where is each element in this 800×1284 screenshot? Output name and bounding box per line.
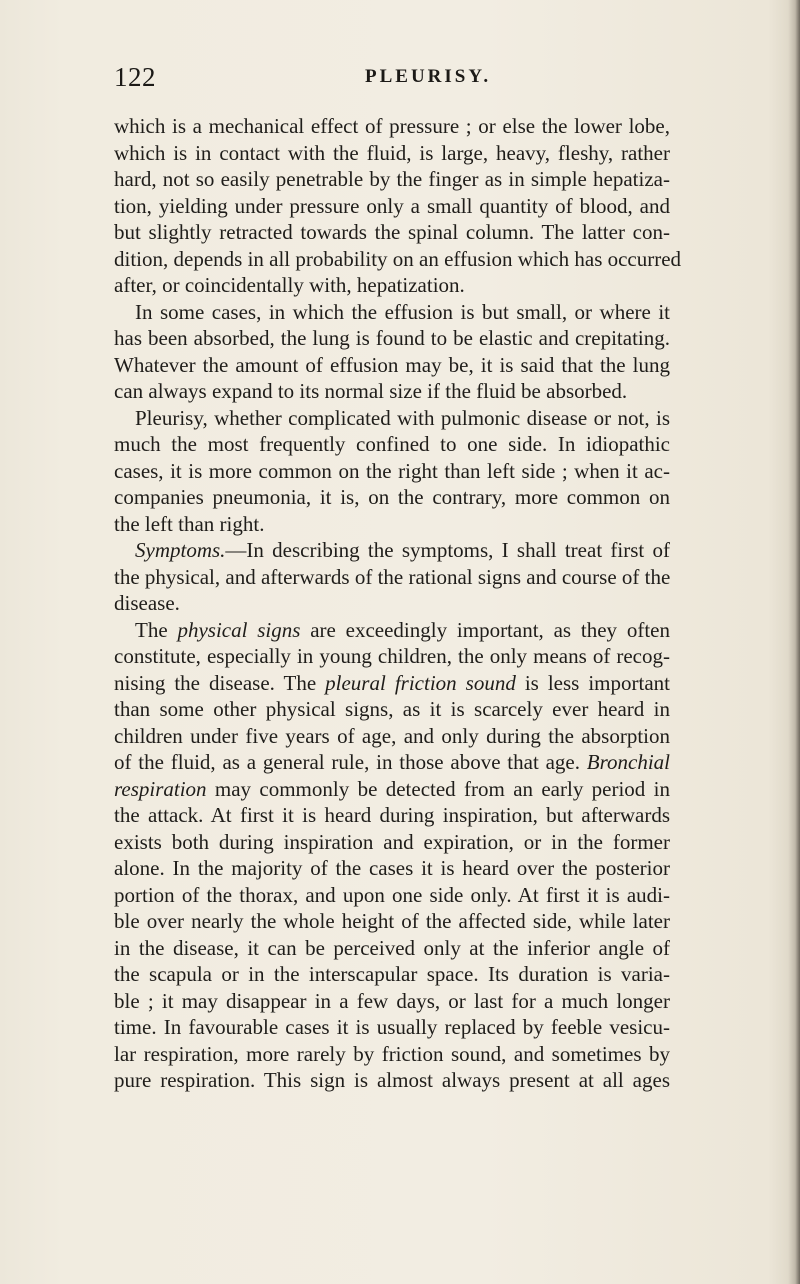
text-segment: ble ; it may disappear in a few days, or last for a much longer <box>114 988 670 1013</box>
text-line <box>114 1067 670 1094</box>
text-segment: the attack. At first it is heard during inspiration, but afterwards <box>114 803 670 827</box>
text-segment: which is a mechanical effect of pressure ; or else the lower lobe, <box>114 114 670 138</box>
text-line <box>114 405 670 432</box>
text-line <box>114 193 670 220</box>
text-segment: the scapula or in the interscapular space. Its duration is varia- <box>114 962 670 986</box>
running-head: PLEURISY. <box>365 66 492 87</box>
text-line <box>114 246 682 273</box>
text-line <box>114 723 670 750</box>
text-line <box>114 458 670 485</box>
text-segment: time. In favourable cases it is usually replaced by feeble vesicu- <box>114 1015 670 1039</box>
text-line <box>114 511 670 538</box>
text-segment: lar respiration, more rarely by friction sound, and sometimes by <box>114 1041 670 1066</box>
text-line <box>114 272 670 299</box>
text-segment: portion of the thorax, and upon one side only. At first it is audi- <box>114 882 670 907</box>
text-segment: Pleurisy, whether complicated with pulmonic disease or not, is <box>135 405 670 430</box>
text-line <box>114 113 670 140</box>
page-header <box>114 62 674 98</box>
text-segment: has been absorbed, the lung is found to be elastic and crepitating. <box>114 326 670 350</box>
text-line <box>114 564 670 591</box>
italic-text: pleural friction sound <box>325 670 516 695</box>
text-segment: than some other physical signs, as it is scarcely ever heard in <box>114 697 670 721</box>
text-line <box>114 352 670 379</box>
italic-text: Bronchial <box>586 750 670 774</box>
page-number: 122 <box>114 62 156 92</box>
text-line <box>114 749 670 776</box>
text-line <box>114 166 670 193</box>
text-segment: The <box>135 617 178 642</box>
text-segment: dition, depends in all probability on an effusion which has occurred <box>114 246 682 271</box>
text-line <box>114 882 670 909</box>
text-segment: hard, not so easily penetrable by the finger as in simple hepatiza- <box>114 167 670 191</box>
text-segment: Whatever the amount of effusion may be, it is said that the lung <box>114 352 670 377</box>
italic-text: Symptoms. <box>135 538 226 562</box>
text-segment: cases, it is more common on the right than left side ; when it ac- <box>114 458 670 483</box>
body-text <box>114 113 682 1094</box>
text-segment: —In describing the symptoms, I shall treat first of <box>225 538 670 562</box>
text-line <box>114 855 670 882</box>
text-segment: in the disease, it can be perceived only at the inferior angle of <box>114 935 670 960</box>
text-line <box>114 431 670 458</box>
text-line <box>114 537 670 564</box>
text-segment: companies pneumonia, it is, on the contrary, more common on <box>114 485 670 509</box>
text-segment: is less important <box>515 670 670 695</box>
text-segment: much the most frequently confined to one side. In idiopathic <box>114 432 670 456</box>
text-line <box>114 961 670 988</box>
text-segment: the left than right. <box>114 511 265 536</box>
text-segment: after, or coincidentally with, hepatization. <box>114 273 465 297</box>
text-line <box>114 140 670 167</box>
text-line <box>114 829 670 856</box>
text-segment: tion, yielding under pressure only a small quantity of blood, and <box>114 193 670 218</box>
text-line <box>114 1014 670 1041</box>
text-line <box>114 643 670 670</box>
text-segment: disease. <box>114 591 180 615</box>
text-segment: exists both during inspiration and expiration, or in the former <box>114 829 670 854</box>
text-line <box>114 935 670 962</box>
text-line <box>114 219 670 246</box>
text-line <box>114 988 670 1015</box>
text-line <box>114 776 670 803</box>
text-line <box>114 299 670 326</box>
text-line <box>114 670 670 697</box>
text-line <box>114 908 670 935</box>
text-segment: In some cases, in which the effusion is but small, or where it <box>135 299 670 324</box>
text-line <box>114 696 670 723</box>
text-segment: but slightly retracted towards the spinal column. The latter con- <box>114 220 670 244</box>
page-edge-shadow <box>788 0 800 1284</box>
text-segment: pure respiration. This sign is almost always present at all ages <box>114 1068 670 1092</box>
italic-text: respiration <box>114 776 207 801</box>
text-segment: can always expand to its normal size if the fluid be absorbed. <box>114 379 628 403</box>
text-segment: constitute, especially in young children, the only means of recog- <box>114 644 670 668</box>
text-segment: the physical, and afterwards of the rational signs and course of the <box>114 564 671 589</box>
text-line <box>114 1041 670 1068</box>
text-segment: which is in contact with the fluid, is large, heavy, fleshy, rather <box>114 140 670 165</box>
text-segment: alone. In the majority of the cases it is heard over the posterior <box>114 856 670 880</box>
text-segment: nising the disease. The <box>114 670 326 695</box>
text-segment: children under five years of age, and only during the absorption <box>114 723 670 748</box>
text-line <box>114 802 670 829</box>
text-line <box>114 617 670 644</box>
text-segment: of the fluid, as a general rule, in those above that age. <box>114 750 587 774</box>
text-line <box>114 484 670 511</box>
text-segment: are exceedingly important, as they often <box>300 617 670 642</box>
text-segment: may commonly be detected from an early period in <box>206 776 670 801</box>
text-line <box>114 325 670 352</box>
text-line <box>114 378 670 405</box>
text-segment: ble over nearly the whole height of the affected side, while later <box>114 909 670 933</box>
italic-text: physical signs <box>177 617 301 642</box>
text-line <box>114 590 670 617</box>
